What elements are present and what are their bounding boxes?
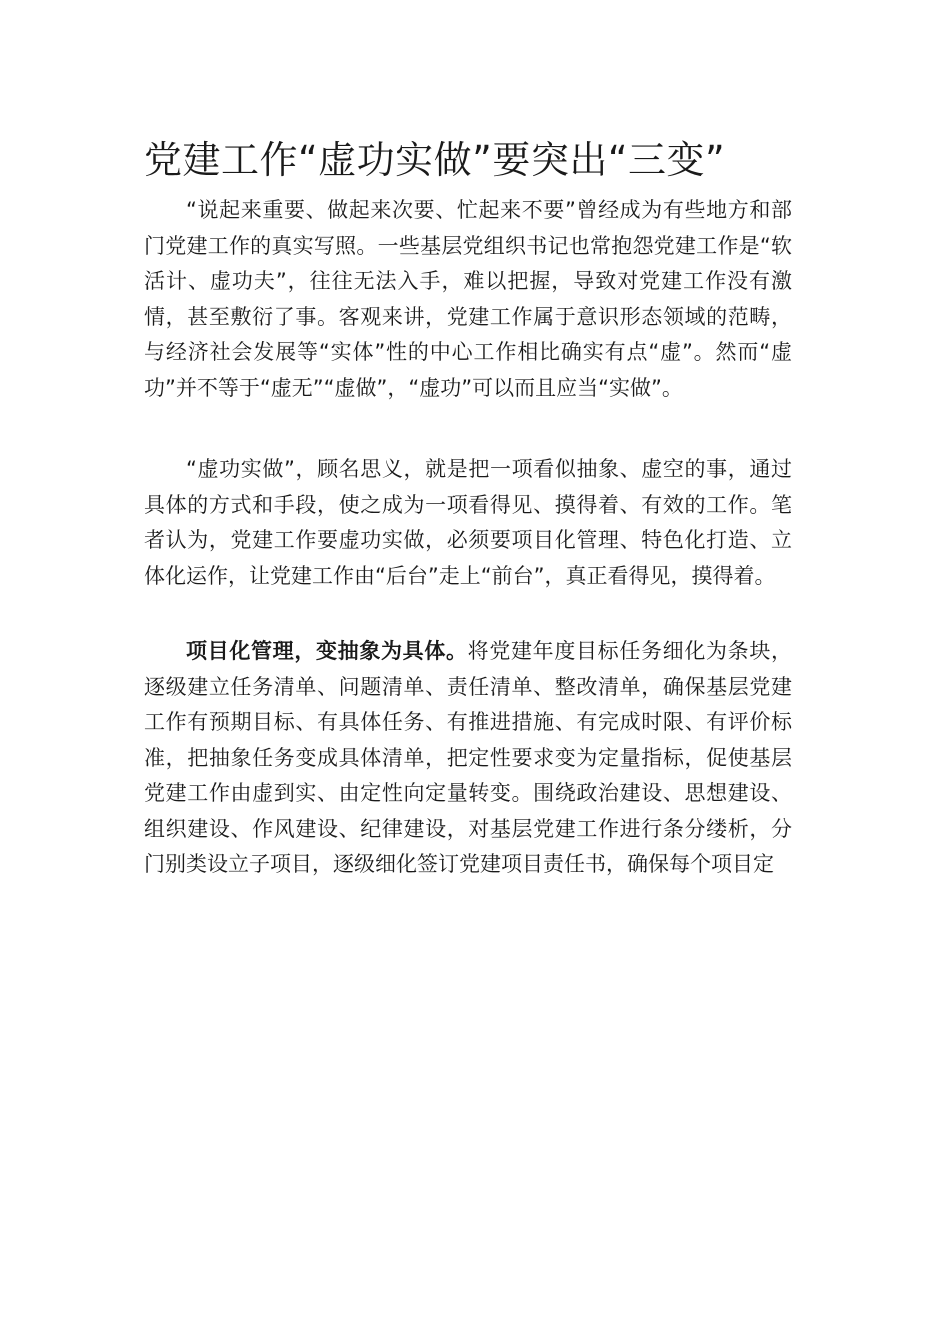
document-title: 党建工作“虚功实做”要突出“三变”: [144, 138, 726, 182]
paragraph-lead-heading: 项目化管理，变抽象为具体。: [186, 639, 468, 663]
paragraph-text: 将党建年度目标任务细化为条块，逐级建立任务清单、问题清单、责任清单、整改清单，确保基层党建工作有预期目标、有具体任务、有推进措施、有完成时限、有评价标准，把抽象任务变成具体清单，把定性要求变为定量指标，促使基层党建工作由虚到实、由定性向定量转变。围绕政治建设、思想建设、组织建设、作风建设、纪律建设，对基层党建工作进行条分缕析，分门别类设立子项目，逐级细化签订党建项目责任书，确保每个项目定: [144, 639, 793, 876]
paragraph-intro: [144, 193, 792, 406]
paragraph-text: “虚功实做”，顾名思义，就是把一项看似抽象、虚空的事，通过具体的方式和手段，使之成为一项看得见、摸得着、有效的工作。笔者认为，党建工作要虚功实做，必须要项目化管理、特色化打造、立体化运作，让党建工作由“后台”走上“前台”，真正看得见，摸得着。: [144, 457, 792, 588]
paragraph-project-management: [144, 634, 792, 883]
paragraph-definition: [144, 452, 792, 594]
paragraph-text: “说起来重要、做起来次要、忙起来不要”曾经成为有些地方和部门党建工作的真实写照。一些基层党组织书记也常抱怨党建工作是“软活计、虚功夫”，往往无法入手，难以把握，导致对党建工作没有激情，甚至敷衍了事。客观来讲，党建工作属于意识形态领域的范畴，与经济社会发展等“实体”性的中心工作相比确实有点“虚”。然而“虚功”并不等于“虚无”“虚做”，“虚功”可以而且应当“实做”。: [144, 198, 792, 400]
